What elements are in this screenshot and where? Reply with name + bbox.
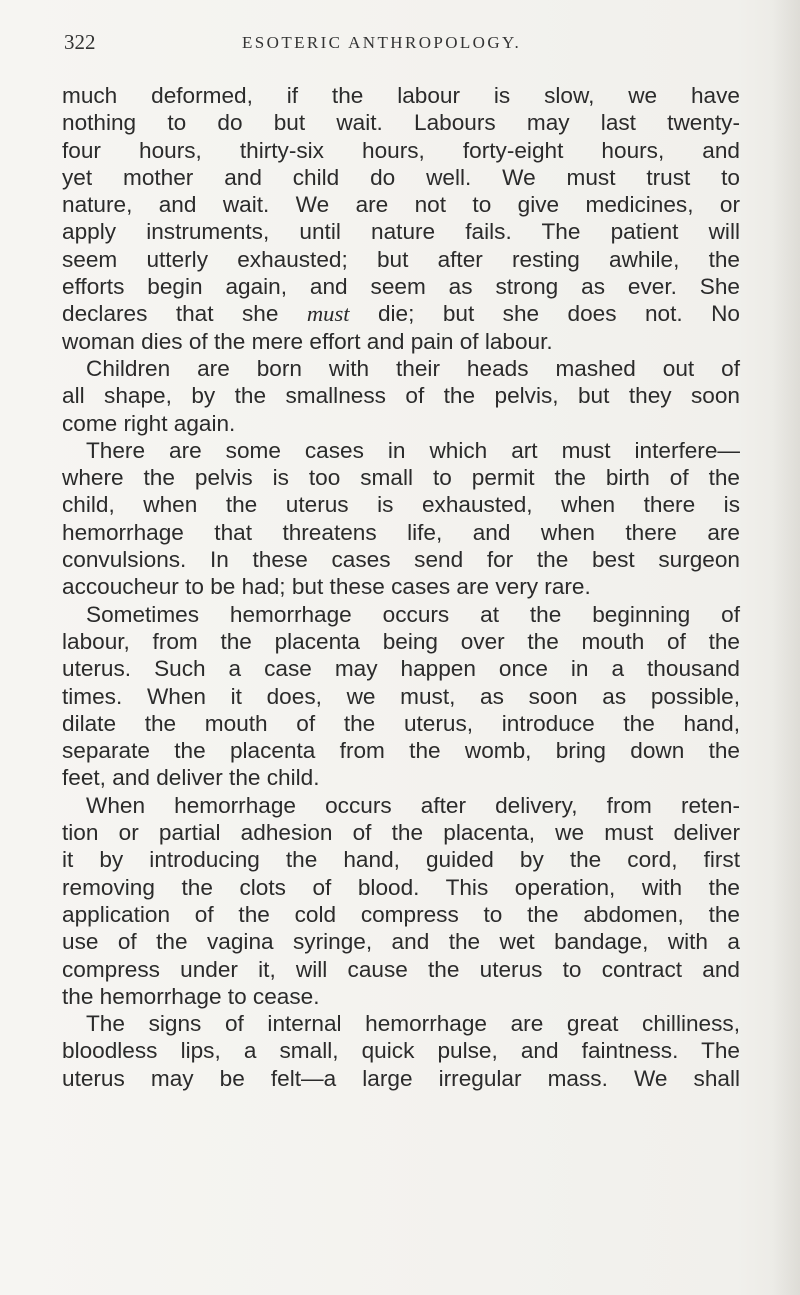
text-line bbox=[62, 300, 740, 327]
text-line: efforts begin again, and seem as strong as ever. She bbox=[62, 274, 740, 300]
text-line: compress under it, will cause the uterus to contract and bbox=[62, 956, 740, 982]
running-head: ESOTERIC ANTHROPOLOGY. bbox=[242, 33, 522, 52]
text-line: labour, from the placenta being over the mouth of the bbox=[62, 628, 740, 654]
text-line: hemorrhage that threatens life, and when there are bbox=[62, 519, 740, 545]
text-line: bloodless lips, a small, quick pulse, and faintness. The bbox=[62, 1038, 740, 1064]
text-line: child, when the uterus is exhausted, when there is bbox=[62, 492, 740, 518]
text-line: removing the clots of blood. This operation, with the bbox=[62, 874, 740, 900]
text-line: yet mother and child do well. We must trust to bbox=[62, 164, 740, 190]
text-line: nature, and wait. We are not to give medicines, or bbox=[62, 192, 740, 218]
text-line: the hemorrhage to cease. bbox=[62, 983, 320, 1009]
text-line: much deformed, if the labour is slow, we have bbox=[62, 83, 740, 108]
text-segment: die; but she does not. No bbox=[349, 301, 740, 327]
text-line: feet, and deliver the child. bbox=[62, 765, 320, 791]
text-line: accoucheur to be had; but these cases are very rare. bbox=[62, 574, 591, 600]
page-header bbox=[64, 30, 764, 58]
text-line: four hours, thirty-six hours, forty-eight hours, and bbox=[62, 137, 740, 163]
text-line: The signs of internal hemorrhage are great chilliness, bbox=[86, 1011, 740, 1037]
text-line: separate the placenta from the womb, bring down the bbox=[62, 738, 740, 764]
text-line: apply instruments, until nature fails. The patient will bbox=[62, 219, 740, 245]
body-text bbox=[62, 82, 740, 1092]
text-line: come right again. bbox=[62, 410, 236, 436]
emphasized-word: must bbox=[306, 301, 350, 327]
text-line: times. When it does, we must, as soon as possible, bbox=[62, 683, 740, 709]
text-segment: declares that she bbox=[62, 301, 307, 327]
text-line: all shape, by the smallness of the pelvis, but they soon bbox=[62, 383, 740, 409]
text-line: There are some cases in which art must interfere— bbox=[86, 437, 740, 463]
text-line: application of the cold compress to the abdomen, the bbox=[62, 901, 740, 927]
text-line: Children are born with their heads mashed out of bbox=[86, 355, 740, 381]
text-line: seem utterly exhausted; but after resting awhile, the bbox=[62, 246, 740, 272]
text-line: where the pelvis is too small to permit the birth of the bbox=[62, 465, 740, 491]
text-line: woman dies of the mere effort and pain of labour. bbox=[62, 328, 553, 354]
text-line: uterus. Such a case may happen once in a thousand bbox=[62, 656, 740, 682]
text-line: nothing to do but wait. Labours may last twenty- bbox=[62, 110, 740, 136]
text-line: uterus may be felt—a large irregular mass. We shall bbox=[62, 1065, 740, 1091]
text-line: dilate the mouth of the uterus, introduce the hand, bbox=[62, 710, 740, 736]
page-number: 322 bbox=[64, 30, 96, 54]
text-line: Sometimes hemorrhage occurs at the beginning of bbox=[86, 601, 740, 627]
text-line: it by introducing the hand, guided by the cord, first bbox=[62, 847, 740, 873]
page-edge-shadow bbox=[772, 0, 800, 1295]
text-line: When hemorrhage occurs after delivery, from reten- bbox=[86, 792, 740, 818]
text-line: tion or partial adhesion of the placenta, we must deliver bbox=[62, 820, 740, 846]
text-line: convulsions. In these cases send for the best surgeon bbox=[62, 547, 740, 573]
text-line: use of the vagina syringe, and the wet bandage, with a bbox=[62, 929, 740, 955]
